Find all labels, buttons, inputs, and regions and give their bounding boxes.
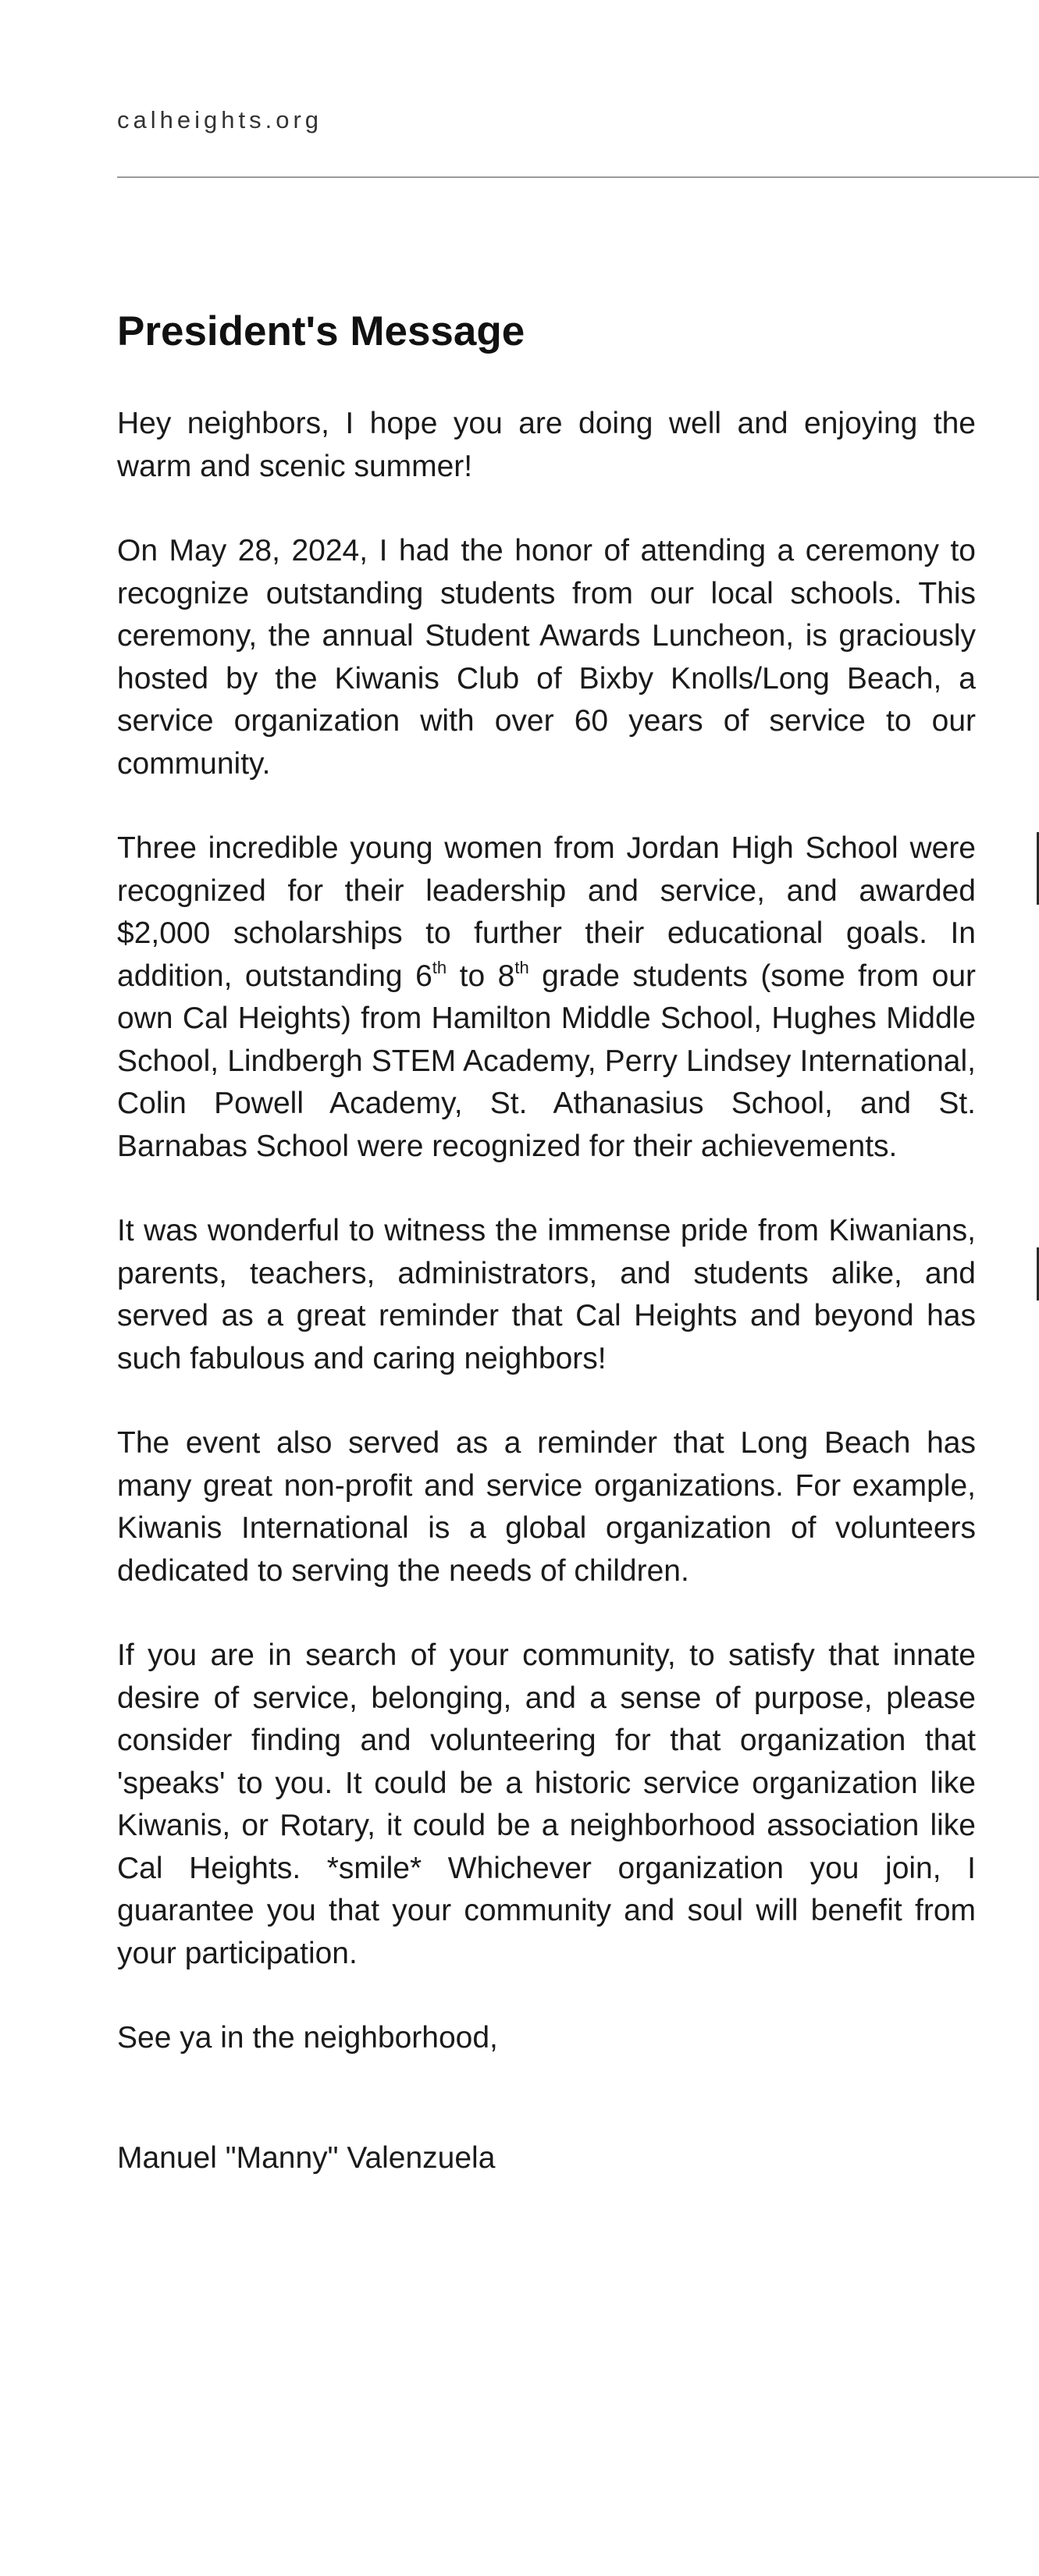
article-title: President's Message — [117, 308, 525, 354]
paragraph-ceremony: On May 28, 2024, I had the honor of attending a ceremony to recognize outstanding students from our local schools. This ceremony, the annual Student Awards Luncheon, is graciously hosted by the Kiwanis Club of Bixby Knolls/Long Beach, a service organization with over 60 years of service to our community. — [117, 534, 976, 781]
site-url-header: calheights.org — [117, 106, 323, 133]
ordinal-suffix: th — [514, 957, 529, 977]
signature-name: Manuel "Manny" Valenzuela — [117, 2141, 496, 2175]
ordinal-suffix: th — [432, 957, 447, 977]
paragraph-greeting: Hey neighbors, I hope you are doing well and enjoying the warm and scenic summer! — [117, 407, 976, 483]
article — [117, 301, 976, 2179]
paragraph-organizations: The event also served as a reminder that Long Beach has many great non-profit and service organizations. For example, Kiwanis International is a global organization of volunteers dedicated to serving the needs of children. — [117, 1426, 976, 1588]
paragraph-recognition-text-b: to 8 — [447, 959, 515, 993]
paragraph-recognition-text-a: Three incredible young women from Jordan High School were recognized for their leadership and service, and awarded $2,000 scholarships to further their educational goals. In addition, outstanding 6 — [117, 831, 976, 993]
closing-line: See ya in the neighborhood, — [117, 2021, 498, 2055]
paragraph-pride: It was wonderful to witness the immense pride from Kiwanians, parents, teachers, administrators, and students alike, and served as a great reminder that Cal Heights and beyond has such fabulous and caring neighbors! — [117, 1214, 976, 1375]
paragraph-volunteer: If you are in search of your community, to satisfy that innate desire of service, belonging, and a sense of purpose, please consider finding and volunteering for that organization that 'speaks' to you. It could be a historic service organization like Kiwanis, or Rotary, it could be a neighborhood association like Cal Heights. *smile* Whichever organization you join, I guarantee you that your community and soul will benefit from your participation. — [117, 1638, 976, 1970]
paragraph-recognition-text-c: grade students (some from our own Cal Heights) from Hamilton Middle School, Hughes Middle School, Lindbergh STEM Academy, Perry Lindsey International, Colin Powell Academy, St. Athanasius School, and St. Barnabas School were recognized for their achievements. — [117, 959, 977, 1163]
header-divider — [117, 176, 1039, 178]
paragraph-recognition — [117, 827, 976, 1168]
